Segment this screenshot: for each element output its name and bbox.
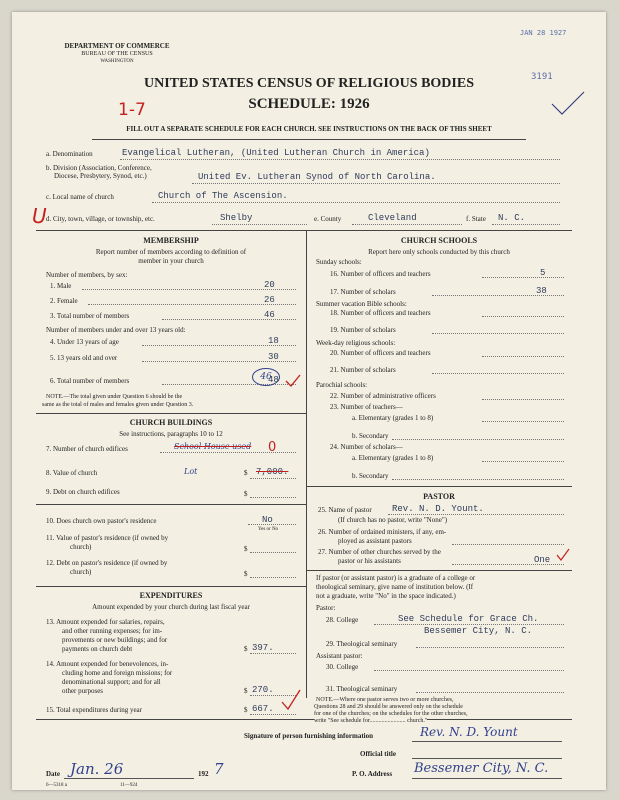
denomination-value: Evangelical Lutheran, (United Lutheran Church in America) [122, 148, 430, 158]
q14-value: 270. [252, 685, 274, 695]
q2-label: 2. Female [50, 297, 78, 305]
membership-intro-2: member in your church [138, 257, 204, 265]
q7-label: 7. Number of church edifices [46, 445, 128, 453]
red-mark: 1-7 [118, 100, 146, 120]
q13-value: 397. [252, 643, 274, 653]
schedule-number-stamp: 3191 [531, 72, 553, 82]
pastor-note-3: for one of the churches; on the schedules for the other churches, [314, 711, 468, 717]
form-number: 6—5318 a [46, 783, 67, 788]
census-schedule-sheet [12, 12, 606, 790]
red-margin-mark: U [32, 204, 47, 228]
signature-label: Signature of person furnishing information [244, 732, 373, 740]
q12-label: 12. Debt on pastor's residence (if owned by [46, 559, 168, 567]
q24b-label: b. Secondary [352, 472, 389, 480]
year-prefix: 192 [198, 770, 209, 778]
denomination-label: a. Denomination [46, 150, 93, 158]
membership-note-1: NOTE.—The total given under Question 6 should be the [46, 394, 183, 400]
q8-amount: 7,000. [256, 467, 289, 477]
q11-dollar: $ [244, 545, 248, 553]
q5-label: 5. 13 years old and over [50, 354, 118, 362]
summer-schools-label: Summer vacation Bible schools: [316, 300, 407, 308]
q15-label: 15. Total expenditures during year [46, 706, 142, 714]
q10-value: No [262, 515, 273, 525]
county-value: Cleveland [368, 213, 417, 223]
members-by-age-label: Number of members under and over 13 years old: [46, 326, 186, 334]
q12-dollar: $ [244, 570, 248, 578]
q25-note: (If church has no pastor, write "None") [338, 516, 448, 524]
pastor-subheading: Pastor: [316, 604, 336, 612]
q1-label: 1. Male [50, 282, 72, 290]
q18-label: 18. Number of officers and teachers [330, 309, 431, 317]
q6-label: 6. Total number of members [50, 377, 130, 385]
q13-line-2: and other running expenses; for im- [62, 627, 163, 635]
city-label-field: d. City, town, village, or township, etc. [46, 215, 155, 223]
county-label: e. County [314, 215, 342, 223]
red-check-icon [280, 688, 302, 712]
q14-dollar: $ [244, 687, 248, 695]
q16-value: 5 [540, 268, 546, 278]
q21-label: 21. Number of scholars [330, 366, 396, 374]
q17-label: 17. Number of scholars [330, 288, 396, 296]
po-address-label: P. O. Address [352, 770, 393, 778]
city-value: Shelby [220, 213, 253, 223]
q26-line-1: 26. Number of ordained ministers, if any, em- [318, 528, 447, 536]
q24a-label: a. Elementary (grades 1 to 8) [352, 454, 434, 462]
division-label: b. Division (Association, Conference, [46, 164, 152, 172]
q23a-label: a. Elementary (grades 1 to 8) [352, 414, 434, 422]
instruction-line: FILL OUT A SEPARATE SCHEDULE FOR EACH CHURCH. SEE INSTRUCTIONS ON THE BACK OF THIS SHEET [126, 125, 492, 133]
date-value: Jan. 26 [70, 760, 124, 778]
q3-value: 46 [264, 310, 275, 320]
sunday-schools-label: Sunday schools: [316, 258, 362, 266]
q7-value: School House used [174, 442, 252, 451]
q2-value: 26 [264, 295, 275, 305]
q5-value: 30 [268, 352, 279, 362]
q17-value: 38 [536, 286, 547, 296]
q25-label: 25. Name of pastor [318, 506, 372, 514]
buildings-intro: See instructions, paragraphs 10 to 12 [119, 430, 223, 438]
q22-label: 22. Number of administrative officers [330, 392, 436, 400]
q13-line-4: payments on church debt [62, 645, 133, 653]
q24-label: 24. Number of scholars— [330, 443, 403, 451]
pastor-note-1: NOTE.—Where one pastor serves two or more churches, [316, 697, 454, 703]
bureau-label: BUREAU OF THE CENSUS [81, 51, 153, 57]
form-number-2: 11—924 [120, 783, 138, 788]
date-label: Date [46, 770, 60, 778]
po-address-value: Bessemer City, N. C. [414, 761, 549, 776]
weekday-schools-label: Week-day religious schools: [316, 339, 396, 347]
q27-line-2: pastor or his assistants [338, 557, 401, 565]
q12-label-2: church) [70, 568, 92, 576]
form-subtitle: SCHEDULE: 1926 [248, 96, 370, 112]
q27-value: One [534, 555, 551, 565]
city-label: WASHINGTON [100, 59, 134, 64]
q28-value: See Schedule for Grace Ch. [398, 614, 539, 624]
q7-red-value: 0 [268, 440, 277, 455]
membership-intro-1: Report number of members according to definition of [95, 248, 247, 256]
year-digit: 7 [214, 760, 224, 778]
q30-label: 30. College [326, 663, 359, 671]
q19-label: 19. Number of scholars [330, 326, 396, 334]
q10-label: 10. Does church own pastor's residence [46, 517, 157, 525]
q3-label: 3. Total number of members [50, 312, 130, 320]
q13-dollar: $ [244, 645, 248, 653]
q8-value: Lot [184, 467, 198, 476]
pastor-heading: PASTOR [423, 492, 455, 501]
expenditures-heading: EXPENDITURES [139, 591, 203, 600]
q25-value: Rev. N. D. Yount. [392, 504, 484, 514]
church-buildings-heading: CHURCH BUILDINGS [129, 418, 213, 427]
q28-label: 28. College [326, 616, 359, 624]
official-title-label: Official title [360, 750, 396, 758]
received-date-stamp: JAN 28 1927 [520, 29, 567, 37]
church-name-label: c. Local name of church [46, 193, 114, 201]
q14-line-1: 14. Amount expended for benevolences, in- [46, 660, 169, 668]
red-check-icon [556, 548, 570, 562]
expenditures-intro: Amount expended by your church during last fiscal year [92, 603, 250, 611]
church-schools-heading: CHURCH SCHOOLS [400, 236, 478, 245]
graduate-instruction-2: theological seminary, give name of institution below. (If [316, 583, 474, 591]
state-label: f. State [466, 215, 486, 223]
yes-no-hint: Yes or No [258, 527, 279, 532]
parochial-schools-label: Parochial schools: [316, 381, 368, 389]
department-label: DEPARTMENT OF COMMERCE [64, 42, 170, 50]
q13-line-1: 13. Amount expended for salaries, repairs, [46, 618, 165, 626]
schools-intro: Report here only schools conducted by this church [368, 248, 510, 256]
q6-circled-correction: 46 [252, 368, 280, 386]
q16-label: 16. Number of officers and teachers [330, 270, 431, 278]
q4-value: 18 [268, 336, 279, 346]
assistant-pastor-subheading: Assistant pastor: [316, 652, 363, 660]
q15-value: 667. [252, 704, 274, 714]
members-by-sex-label: Number of members, by sex: [46, 271, 128, 279]
division-value: United Ev. Lutheran Synod of North Carolina. [198, 172, 436, 182]
q14-line-2: cluding home and foreign missions; for [62, 669, 173, 677]
membership-note-2: same as the total of males and females given under Question 3. [42, 402, 194, 408]
q9-dollar: $ [244, 490, 248, 498]
q27-line-1: 27. Number of other churches served by the [318, 548, 441, 556]
q6-value: 48 [268, 375, 279, 385]
graduate-instruction-3: not a graduate, write "No" in the space indicated.) [316, 592, 456, 600]
pastor-note-4: write "See schedule for........................ church." [314, 718, 428, 724]
form-title: UNITED STATES CENSUS OF RELIGIOUS BODIES [143, 76, 474, 91]
q29-label: 29. Theological seminary [326, 640, 398, 648]
membership-heading: MEMBERSHIP [143, 236, 199, 245]
q15-dollar: $ [244, 706, 248, 714]
q13-line-3: provements or new buildings; and for [62, 636, 168, 644]
q14-line-4: other purposes [62, 687, 104, 695]
red-check-icon [284, 374, 302, 388]
q28-value-2: Bessemer City, N. C. [424, 626, 533, 636]
q9-label: 9. Debt on church edifices [46, 488, 120, 496]
q26-line-2: ployed as assistant pastors [338, 537, 412, 545]
division-label-2: Diocese, Presbytery, Synod, etc.) [54, 172, 147, 180]
q4-label: 4. Under 13 years of age [50, 338, 119, 346]
graduate-instruction-1: If pastor (or assistant pastor) is a graduate of a college or [316, 574, 476, 582]
signature-value: Rev. N. D. Yount [420, 725, 518, 739]
q8-dollar: $ [244, 469, 248, 477]
state-value: N. C. [498, 213, 526, 223]
q8-label: 8. Value of church [46, 469, 98, 477]
q11-label: 11. Value of pastor's residence (if owned by [46, 534, 169, 542]
q31-label: 31. Theological seminary [326, 685, 398, 693]
q11-label-2: church) [70, 543, 92, 551]
church-name-value: Church of The Ascension. [158, 191, 288, 201]
q23b-label: b. Secondary [352, 432, 389, 440]
q23-label: 23. Number of teachers— [330, 403, 403, 411]
pastor-note-2: Questions 28 and 29 should be answered only on the schedule [314, 704, 463, 710]
q14-line-3: denominational support; and for all [62, 678, 161, 686]
q1-value: 20 [264, 280, 275, 290]
q20-label: 20. Number of officers and teachers [330, 349, 431, 357]
